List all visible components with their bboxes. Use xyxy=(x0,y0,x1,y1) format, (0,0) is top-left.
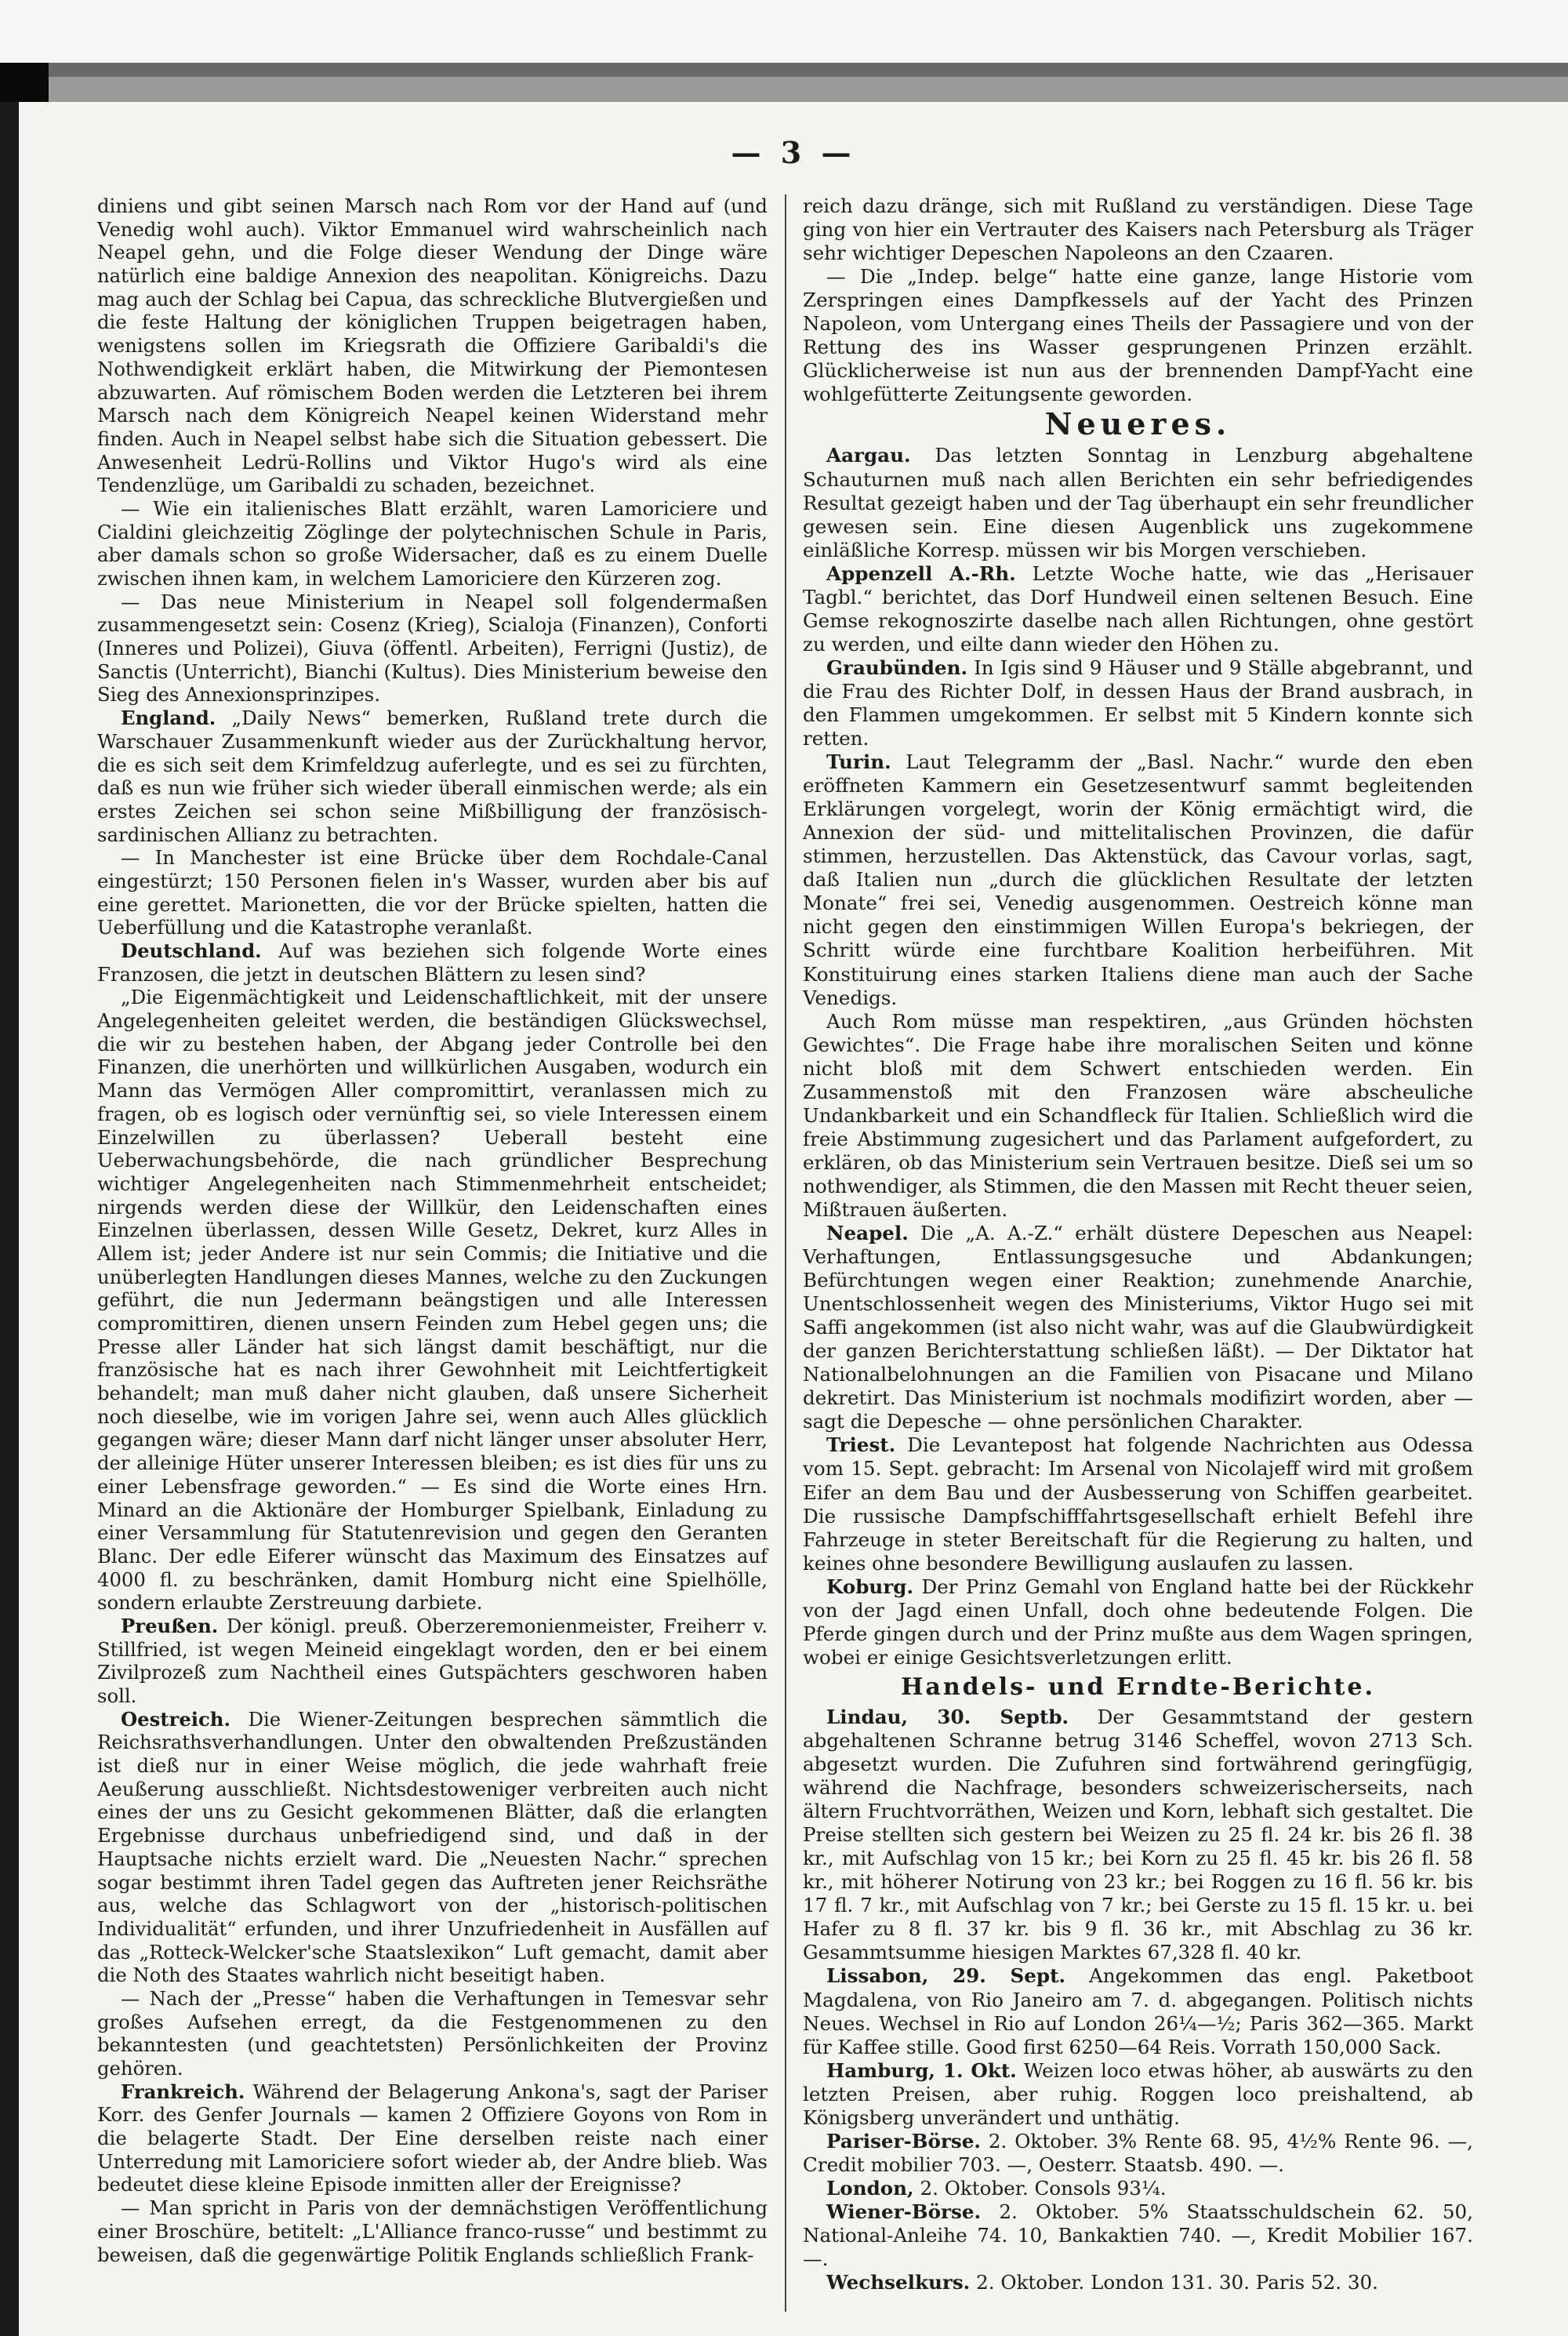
article-paragraph xyxy=(803,1706,1473,1965)
article-paragraph xyxy=(97,2196,768,2266)
article-text: Das letzten Sonntag in Lenzburg abgehaltene Schauturnen muß nach allen Berichten ein sehr befriedigendes Resultat gezeigt haben und der Tag überhaupt ein sehr freundlicher gewesen sein. Eine diesen Augenblick uns zugekommene einläßliche Korresp. müssen wir bis Morgen verschieben. xyxy=(803,444,1473,561)
article-text: In Igis sind 9 Häuser und 9 Ställe abgebrannt, und die Frau des Richter Dolf, in dessen Haus der Brand ausbrach, in den Flammen umgekommen. Er selbst mit 5 Kindern konnte sich retten. xyxy=(803,656,1473,750)
article-dateline: Triest. xyxy=(826,1433,896,1457)
article-text: „Daily News“ bemerken, Rußland trete durch die Warschauer Zusammenkunft wieder aus der Zurückhaltung hervor, die es sich seit dem Krimfeldzug auferlegte, und es sei zu fürchten, daß es nun wie früher sich wieder überall einmischen werde; als ein erstes Zeichen sei schon seine Mißbilligung der französisch-sardinischen Allianz zu betrachten. xyxy=(97,707,768,846)
right-top-articles xyxy=(803,194,1473,406)
article-paragraph xyxy=(97,707,768,846)
article-dateline: Aargau. xyxy=(826,444,911,467)
top-margin xyxy=(0,0,1568,63)
article-text: Der königl. preuß. Oberzeremonienmeister, Freiherr v. Stillfried, ist wegen Meineid eingeklagt worden, den er bei einem Zivilprozeß zum Nachtheil eines Gutspächters geschworen haben soll. xyxy=(97,1614,768,1707)
article-paragraph xyxy=(803,444,1473,561)
article-paragraph xyxy=(803,2200,1473,2271)
article-paragraph xyxy=(803,656,1473,750)
article-paragraph xyxy=(97,846,768,939)
article-text: — Die „Indep. belge“ hatte eine ganze, lange Historie vom Zerspringen eines Dampfkessels auf der Yacht des Prinzen Napoleon, vom Untergang eines Theils der Passagiere und von der Rettung des ins Wasser gesprungenen Prinzen erzählt. Glücklicherweise ist nun aus der brennenden Dampf-Yacht eine wohlgefütterte Zeitungsente geworden. xyxy=(803,265,1473,406)
article-text: 2. Oktober. 3% Rente 68. 95, 4½% Rente 96. —, Credit mobilier 703. —, Oesterr. Staatsb. 490. —. xyxy=(803,2129,1473,2176)
article-dateline: Koburg. xyxy=(826,1575,914,1598)
article-text: — Nach der „Presse“ haben die Verhaftungen in Temesvar sehr großes Aufsehen erregt, da die Festgenommenen zu den bekanntesten (und geachtetsten) Persönlichkeiten der Provinz gehören. xyxy=(97,1986,768,2080)
article-paragraph xyxy=(803,2271,1473,2294)
article-paragraph xyxy=(803,1222,1473,1433)
article-paragraph xyxy=(97,194,768,497)
article-text: Während der Belagerung Ankona's, sagt der Pariser Korr. des Genfer Journals — kamen 2 Offiziere Goyons von Rom in die belagerte Stadt. Der Eine derselben reiste nach einer Unterredung mit Lamoriciere sofort wieder ab, der Andre blieb. Was bedeutet diese kleine Episode inmitten aller der Ereignisse? xyxy=(97,2080,768,2196)
article-paragraph xyxy=(97,2080,768,2196)
handel-section xyxy=(803,1706,1473,2294)
left-column xyxy=(97,194,768,2266)
article-text: — In Manchester ist eine Brücke über dem Rochdale-Canal eingestürzt; 150 Personen fielen in's Wasser, wurden aber bis auf eine gerettet. Marionetten, die vor der Brücke spielten, hatten die Ueberfüllung und die Katastrophe veranlaßt. xyxy=(97,846,768,939)
article-dateline: Preußen. xyxy=(121,1614,219,1637)
article-text: 2. Oktober. Consols 93¼. xyxy=(913,2176,1167,2200)
article-text: — Wie ein italienisches Blatt erzählt, waren Lamoriciere und Cialdini gleichzeitig Zöglinge der polytechnischen Schule in Paris, aber damals schon so große Widersacher, daß es zu einem Duelle zwischen ihnen kam, in welchem Lamoriciere den Kürzeren zog. xyxy=(97,496,768,590)
article-dateline: Oestreich. xyxy=(121,1707,230,1731)
article-text: Der Gesammtstand der gestern abgehaltenen Schranne betrug 3146 Scheffel, wovon 2713 Sch. abgesetzt wurden. Die Zufuhren sind fortwährend geringfügig, während die Nachfrage, besonders schweizerischerseits, nach ältern Fruchtvorräthen, Weizen und Korn, lebhaft sich gestaltet. Die Preise stellten sich gestern bei Weizen zu 25 fl. 24 kr. bis 26 fl. 38 kr., mit Aufschlag von 15 kr.; bei Korn zu 25 fl. 45 kr. bis 26 fl. 58 kr., mit höherer Notirung von 23 kr.; bei Roggen zu 16 fl. 56 kr. bis 17 fl. 7 kr., mit Aufschlag von 7 kr.; bei Gerste zu 15 fl. 15 kr. u. bei Hafer zu 8 fl. 37 kr. bis 9 fl. 36 kr., mit Abschlag zu 36 kr. Gesammtsumme hiesigen Marktes 67,328 fl. 40 kr. xyxy=(803,1705,1473,1964)
article-text: 2. Oktober. London 131. 30. Paris 52. 30. xyxy=(970,2271,1378,2294)
article-paragraph xyxy=(97,497,768,590)
article-text: diniens und gibt seinen Marsch nach Rom vor der Hand auf (und Venedig wohl auch). Viktor Emmanuel wird wahrscheinlich nach Neapel gehn, und die Folge dieser Wendung der Dinge wäre natürlich eine baldige Annexion des neapolitan. Königreichs. Dazu mag auch der Schlag bei Capua, das schreckliche Blutvergießen und die feste Haltung der königlichen Truppen beigetragen haben, wenigstens sollen im Kriegsrath die Offiziere Garibaldi's die Nothwendigkeit erklärt haben, die Mitwirkung der Piemontesen abzuwarten. Auf römischem Boden werden die Letzteren bei ihrem Marsch nach dem Königreich Neapel keinen Widerstand mehr finden. Auch in Neapel selbst habe sich die Situation gebessert. Die Anwesenheit Ledrü-Rollins und Viktor Hugo's wird als eine Tendenzlüge, um Garibaldi zu schaden, bezeichnet. xyxy=(97,194,768,497)
article-text: Der Prinz Gemahl von England hatte bei der Rückkehr von der Jagd einen Unfall, doch ohne bedeutende Folgen. Die Pferde gingen durch und der Prinz mußte aus dem Wagen springen, wobei er einige Gesichtsverletzungen erlitt. xyxy=(803,1575,1473,1669)
neueres-section xyxy=(803,444,1473,1669)
article-paragraph xyxy=(97,1708,768,1987)
article-text: Letzte Woche hatte, wie das „Herisauer Tagbl.“ berichtet, das Dorf Hundweil einen seltenen Besuch. Eine Gemse rekognoszirte daselbe nach allen Richtungen, ohne gestört zu werden, und eilte dann wieder den Höhen zu. xyxy=(803,561,1473,656)
scan-edge xyxy=(0,102,19,2336)
scan-border xyxy=(0,63,1568,102)
article-dateline: Neapel. xyxy=(826,1222,909,1245)
article-paragraph xyxy=(803,750,1473,1010)
neueres-heading: Neueres. xyxy=(1044,406,1232,442)
article-dateline: Wechselkurs. xyxy=(826,2271,971,2294)
article-dateline: Pariser-Börse. xyxy=(826,2129,981,2153)
article-paragraph xyxy=(803,2059,1473,2130)
article-text: Auf was beziehen sich folgende Worte eines Franzosen, die jetzt in deutschen Blättern zu lesen sind? xyxy=(97,939,768,986)
article-paragraph xyxy=(97,1615,768,1708)
article-text: Weizen loco etwas höher, ab auswärts zu den letzten Preisen, aber ruhig. Roggen loco preishaltend, ab Königsberg unverändert und unthätig. xyxy=(803,2058,1473,2129)
article-paragraph xyxy=(97,590,768,707)
article-paragraph xyxy=(803,562,1473,656)
article-paragraph xyxy=(803,1575,1473,1669)
article-dateline: Lindau, 30. Septb. xyxy=(826,1705,1069,1728)
article-dateline: Appenzell A.-Rh. xyxy=(826,561,1016,585)
article-dateline: Wiener-Börse. xyxy=(826,2200,982,2223)
article-paragraph xyxy=(803,265,1473,406)
article-text: Die Wiener-Zeitungen besprechen sämmtlich die Reichsrathsverhandlungen. Unter den obwaltenden Preßzuständen ist dieß nur in einer Weise möglich, die jede wahrhaft freie Aeußerung ausschließt. Nichtsdestoweniger verbreiten auch nicht eines der uns zu Gesicht gekommenen Blätter, daß die erlangten Ergebnisse durchaus unbefriedigend sind, und daß in der Hauptsache nichts erzielt ward. Die „Neuesten Nachr.“ sprechen sogar bestimmt ihren Tadel gegen das Auftreten jener Reichsräthe aus, welche das Schlagwort von der „historisch-politischen Individualität“ erfunden, und ihrer Unzufriedenheit in Ausfällen auf das „Rotteck-Welcker'sche Staatslexikon“ Luft gemacht, damit aber die Noth des Staates wahrlich nicht beseitigt haben. xyxy=(97,1707,768,1987)
article-text: „Die Eigenmächtigkeit und Leidenschaftlichkeit, mit der unsere Angelegenheiten geleitet werden, die beständigen Glückswechsel, die wir zu bestehen haben, der Abgang jeder Controlle bei den Finanzen, die unerhörten und willkürlichen Ausgaben, wodurch ein Mann das Vermögen Aller compromittirt, veranlassen mich zu fragen, ob es logisch oder vernünftig sei, so viele Interessen einem Einzelwillen zu überlassen? Ueberall besteht eine Ueberwachungsbehörde, die nach gründlicher Besprechung wichtiger Angelegenheiten nach Stimmenmehrheit entscheidet; nirgends werden diese der Willkür, den Leidenschaften eines Einzelnen überlassen, dessen Wille Gesetz, Dekret, kurz Alles in Allem ist; jeder Andere ist nur sein Commis; die Initiative und die unüberlegten Handlungen dieses Mannes, welche zu den Zuckungen geführt, die nun Jedermann beängstigen und alle Interessen compromittiren, dienen unsern Feinden zum Hebel gegen uns; die Presse aller Länder hat sich längst damit beschäftigt, nur die französische hat es nach ihrer Gewohnheit mit Leichtfertigkeit behandelt; man muß daher nicht glauben, daß unsere Sicherheit noch dieselbe, wie im vorigen Jahre sei, wenn auch Alles glücklich gegangen wäre; dieser Mann darf nicht länger unser absoluter Herr, der alleinige Hüter unserer Interessen bleiben; es ist dies für uns zu einer Lebensfrage geworden.“ — Es sind die Worte eines Hrn. Minard an die Aktionäre der Homburger Spielbank, Einladung zu einer Versammlung für Statutenrevision und gegen den Geranten Blanc. Der edle Eiferer wünscht das Maximum des Einsatzes auf 4000 fl. zu beschränken, damit Homburg nicht eine Spielhölle, sondern erlaubte Zerstreuung darbiete. xyxy=(97,986,768,1615)
article-text: Auch Rom müsse man respektiren, „aus Gründen höchsten Gewichtes“. Die Frage habe ihre moralischen Seiten und könne nicht bloß mit dem Schwert entschieden werden. Ein Zusammenstoß mit den Franzosen wäre abscheuliche Undankbarkeit und ein Schandfleck für Italien. Schließlich wird die freie Abstimmung zugesichert und das Parlament aufgefordert, zu erklären, ob das Ministerium sein Vertrauen besitze. Dieß sei um so nothwendiger, als Stimmen, die den Massen mit Recht theuer seien, Mißtrauen äußerten. xyxy=(803,1009,1473,1221)
newspaper-page xyxy=(19,102,1568,2336)
article-text: Die „A. A.-Z.“ erhält düstere Depeschen aus Neapel: Verhaftungen, Entlassungsgesuche und Abdankungen; Befürchtungen wegen einer Reaktion; zunehmende Anarchie, Unentschlossenheit wegen des Ministeriums, Viktor Hugo sei mit Saffi angekommen (ist also nicht wahr, was auf die Glaubwürdigkeit der ganzen Berichterstattung schließen läßt). — Der Diktator hat Nationalbelohnungen an die Familien von Pisacane und Milano dekretirt. Das Ministerium ist nochmals modifizirt worden, aber — sagt die Depesche — ohne persönlichen Charakter. xyxy=(803,1222,1473,1433)
right-column xyxy=(803,194,1473,2294)
article-text: Angekommen das engl. Paketboot Magdalena, von Rio Janeiro am 7. d. abgegangen. Politisch nichts Neues. Wechsel in Rio auf London 26¼—½; Paris 362—365. Markt für Kaffee stille. Good first 6250—64 Reis. Vorrath 150,000 Sack. xyxy=(803,1964,1473,2058)
article-paragraph xyxy=(97,939,768,986)
article-dateline: Frankreich. xyxy=(121,2080,245,2103)
article-paragraph xyxy=(803,1433,1473,1575)
article-paragraph xyxy=(803,1964,1473,2058)
article-text: — Man spricht in Paris von der demnächstigen Veröffentlichung einer Broschüre, betitelt: „L'Alliance franco-russe“ und bestimmt zu beweisen, daß die gegenwärtige Politik Englands schließlich Frank- xyxy=(97,2196,768,2266)
article-paragraph xyxy=(803,2177,1473,2200)
article-dateline: Turin. xyxy=(826,750,891,774)
article-text: reich dazu dränge, sich mit Rußland zu verständigen. Diese Tage ging von hier ein Vertrauter des Kaisers nach Petersburg als Träger sehr wichtiger Depeschen Napoleons an den Czaaren. xyxy=(803,194,1473,265)
page-number: — 3 — xyxy=(731,135,856,170)
article-dateline: England. xyxy=(121,707,216,730)
handel-heading: Handels- und Erndte-Berichte. xyxy=(901,1673,1375,1701)
column-rule xyxy=(785,194,786,2312)
article-dateline: Lissabon, 29. Sept. xyxy=(826,1964,1066,1988)
article-dateline: Graubünden. xyxy=(826,656,968,679)
article-paragraph xyxy=(97,1987,768,2080)
article-paragraph xyxy=(803,1010,1473,1222)
article-paragraph xyxy=(97,986,768,1615)
article-dateline: London, xyxy=(826,2176,914,2200)
article-text: Die Levantepost hat folgende Nachrichten aus Odessa vom 15. Sept. gebracht: Im Arsenal von Nicolajeff wird mit großem Eifer an dem Bau und der Ausbesserung von Schiffen gearbeitet. Die russische Dampfschifffahrtsgesellschaft erhielt Befehl ihre Fahrzeuge in steter Bereitschaft für die Regierung zu halten, und keines ohne besondere Bewilligung auslaufen zu lassen. xyxy=(803,1433,1473,1575)
article-paragraph xyxy=(803,194,1473,265)
article-text: Laut Telegramm der „Basl. Nachr.“ wurde den eben eröffneten Kammern ein Gesetzesentwurf sammt begleitenden Erklärungen vorgelegt, worin der König ermächtigt wird, die Annexion der süd- und mittelitalischen Provinzen, die dafür stimmen, herzustellen. Das Aktenstück, das Cavour vorlas, sagt, daß Italien nun „durch die glücklichen Resultate der letzten Monate“ frei sei, Venedig ausgenommen. Oestreich könne man nicht gegen den einstimmigen Willen Europa's bekriegen, der Schritt würde eine furchtbare Koalition herbeiführen. Mit Konstituirung eines starken Italiens diene man auch der Sache Venedigs. xyxy=(803,750,1473,1009)
article-dateline: Hamburg, 1. Okt. xyxy=(826,2058,1017,2082)
article-text: — Das neue Ministerium in Neapel soll folgendermaßen zusammengesetzt sein: Cosenz (Krieg), Scialoja (Finanzen), Conforti (Inneres und Polizei), Giuva (öffentl. Arbeiten), Ferrigni (Justiz), de Sanctis (Unterricht), Bianchi (Kultus). Dies Ministerium beweise den Sieg des Annexionsprinzipes. xyxy=(97,590,768,707)
article-dateline: Deutschland. xyxy=(121,939,262,962)
article-text: 2. Oktober. 5% Staatsschuldschein 62. 50, National-Anleihe 74. 10, Bankaktien 740. —, Kredit Mobilier 167. —. xyxy=(803,2200,1473,2271)
article-paragraph xyxy=(803,2130,1473,2177)
